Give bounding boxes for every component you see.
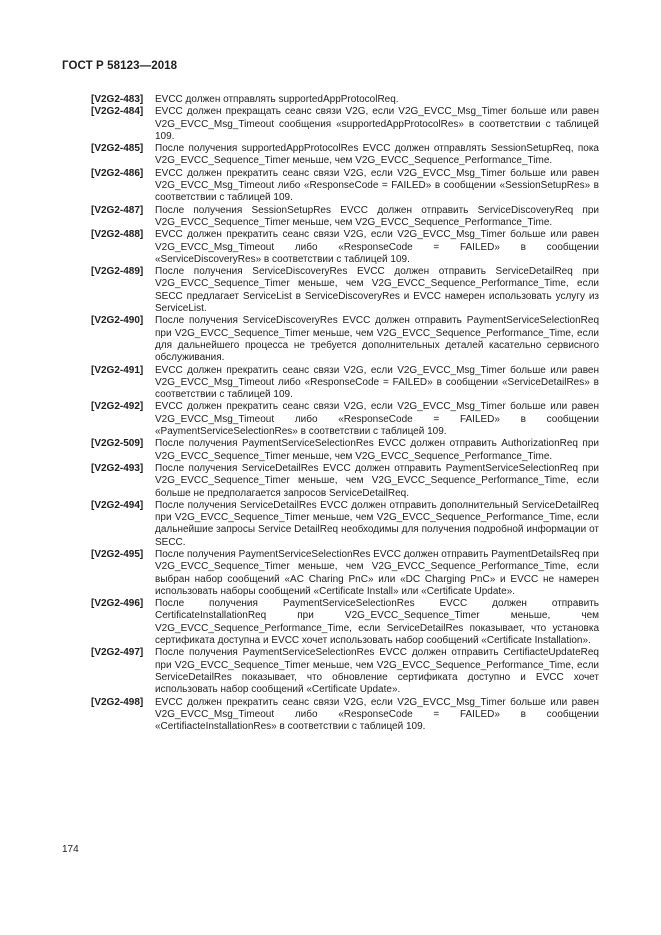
requirement-text: EVCC должен прекратить сеанс связи V2G, если V2G_EVCC_Msg_Timer больше или равен V2G_EVCC_Msg_Timeout либо «ResponseCode = FAILED» в сообщении «SessionSetupRes» в соответствии с таблицей 109. xyxy=(155,167,599,204)
requirement-text: После получения ServiceDetailRes EVCC должен отправить дополнительный ServiceDetailReq при V2G_EVCC_Sequence_Timer меньше, чем V2G_EVCC_Sequence_Performance_Time, если дальнейшие запросы Service DetailReq необходимы для получения подробной информации от SECC. xyxy=(155,499,599,548)
requirement-text: После получения ServiceDetailRes EVCC должен отправить PaymentServiceSelectionReq при V2G_EVCC_Sequence_Timer меньше, чем V2G_EVCC_Sequence_Performance_Time, если больше не предполагается запросов ServiceDetailReq. xyxy=(155,462,599,499)
requirement-item xyxy=(91,365,599,402)
requirement-id: [V2G2-495] xyxy=(91,548,144,560)
requirement-item xyxy=(91,401,599,438)
requirement-id: [V2G2-509] xyxy=(91,438,144,450)
page-number: 174 xyxy=(62,844,79,855)
requirement-text: EVCC должен отправлять supportedAppProtocolReq. xyxy=(155,94,399,105)
requirement-item xyxy=(91,438,599,463)
requirement-id: [V2G2-487] xyxy=(91,204,144,216)
requirement-text: EVCC должен прекратить сеанс связи V2G, если V2G_EVCC_Msg_Timer больше или равен V2G_EVCC_Msg_Timeout либо «ResponseCode = FAILED» в сообщении «ServiceDetailRes» в соответствии с таблицей 109. xyxy=(155,364,599,401)
requirement-id: [V2G2-498] xyxy=(91,696,144,708)
requirement-text: После получения supportedAppProtocolRes EVCC должен отправлять SessionSetupReq, пока V2G_EVCC_Sequence_Timer меньше, чем V2G_EVCC_Sequence_Performance_Time. xyxy=(155,143,599,167)
requirement-id: [V2G2-494] xyxy=(91,499,144,511)
requirement-item xyxy=(91,229,599,266)
requirement-text: После получения PaymentServiceSelectionRes EVCC должен отправить CertificateInstallationReq при V2G_EVCC_Sequence_Timer меньше, чем V2G_EVCC_Sequence_Performance_Time, если ServiceDetailRes показывает, что установка сертификата доступна и EVCC хочет использовать набор сообщений «Certificate Installation». xyxy=(155,598,599,647)
requirement-id: [V2G2-491] xyxy=(91,364,144,376)
requirement-id: [V2G2-489] xyxy=(91,266,144,278)
requirement-item xyxy=(91,315,599,364)
requirement-text: EVCC должен прекратить сеанс связи V2G, если V2G_EVCC_Msg_Timer больше или равен V2G_EVCC_Msg_Timeout либо «ResponseCode = FAILED» в сообщении «ServiceDiscoveryRes» в соответствии с таблицей 109. xyxy=(155,229,599,265)
requirement-text: После получения ServiceDiscoveryRes EVCC должен отправить ServiceDetailReq при V2G_EVCC_Sequence_Timer меньше, чем V2G_EVCC_Sequence_Performance_Time, если SECC предлагает ServiceList в ServiceDiscoveryRes и EVCC намерен использовать услугу из ServiceList. xyxy=(155,266,599,315)
requirement-item xyxy=(91,94,599,106)
requirement-id: [V2G2-490] xyxy=(91,315,144,327)
requirement-item xyxy=(91,697,599,734)
requirement-text: После получения SessionSetupRes EVCC должен отправить ServiceDiscoveryReq при V2G_EVCC_Sequence_Timer меньше, чем V2G_EVCC_Sequence_Performance_Time. xyxy=(155,204,599,228)
requirement-text: После получения ServiceDiscoveryRes EVCC должен отправить PaymentServiceSelectionReq при V2G_EVCC_Sequence_Timer меньше, чем V2G_EVCC_Sequence_Performance_Time, если для дальнейшего процесса не требуется дополнительных деталей касательно сервисного обслуживания. xyxy=(155,315,599,364)
requirement-item xyxy=(91,266,599,315)
requirement-text: После получения PaymentServiceSelectionRes EVCC должен отправить CertifiacteUpdateReq при V2G_EVCC_Sequence_Timer меньше, чем V2G_EVCC_Sequence_Performance_Time, если ServiceDetailRes показывает, что обновление сертификата доступно и EVCC хочет использовать набор сообщений «Certificate Update». xyxy=(155,647,599,696)
requirement-id: [V2G2-484] xyxy=(91,106,144,118)
requirement-id: [V2G2-488] xyxy=(91,229,144,241)
requirement-id: [V2G2-485] xyxy=(91,143,144,155)
requirement-text: После получения PaymentServiceSelectionRes EVCC должен отправить AuthorizationReq при V2G_EVCC_Sequence_Timer меньше, чем V2G_EVCC_Sequence_Performance_Time. xyxy=(155,438,599,462)
requirement-item xyxy=(91,205,599,230)
requirement-item xyxy=(91,106,599,143)
requirements-list xyxy=(91,94,599,733)
requirement-item xyxy=(91,463,599,500)
requirement-id: [V2G2-496] xyxy=(91,598,144,610)
requirement-id: [V2G2-486] xyxy=(91,167,144,179)
requirement-item xyxy=(91,647,599,696)
requirement-text: EVCC должен прекратить сеанс связи V2G, если V2G_EVCC_Msg_Timer больше или равен V2G_EVCC_Msg_Timeout либо «ResponseCode = FAILED» в сообщении «PaymentServiceSelectionRes» в соответствии с таблицей 109. xyxy=(155,401,599,438)
requirement-item xyxy=(91,549,599,598)
requirement-id: [V2G2-492] xyxy=(91,401,144,413)
requirement-item xyxy=(91,168,599,205)
requirement-id: [V2G2-493] xyxy=(91,462,144,474)
requirement-item xyxy=(91,500,599,549)
requirement-text: EVCC должен прекратить сеанс связи V2G, если V2G_EVCC_Msg_Timer больше или равен V2G_EVCC_Msg_Timeout либо «ResponseCode = FAILED» в сообщении «CertifiacteInstallationRes» в соответствии с таблицей 109. xyxy=(155,696,599,733)
requirement-text: EVCC должен прекращать сеанс связи V2G, если V2G_EVCC_Msg_Timer больше или равен V2G_EVCC_Msg_Timeout сообщения «supportedAppProtocolRes» в соответствии с таблицей 109. xyxy=(155,106,599,142)
requirement-text: После получения PaymentServiceSelectionRes EVCC должен отправить PaymentDetailsReq при V2G_EVCC_Sequence_Timer меньше, чем V2G_EVCC_Sequence_Performance_Time, если выбран набор сообщений «AC Charing PnC» или «DC Charging PnC» и EVCC не намерен использовать наборы сообщений «Certificate Install» или «Certificate Update». xyxy=(155,548,599,597)
requirement-id: [V2G2-483] xyxy=(91,94,144,105)
requirement-item xyxy=(91,143,599,168)
document-header: ГОСТ Р 58123—2018 xyxy=(62,60,178,72)
requirement-item xyxy=(91,598,599,647)
requirement-id: [V2G2-497] xyxy=(91,647,144,659)
